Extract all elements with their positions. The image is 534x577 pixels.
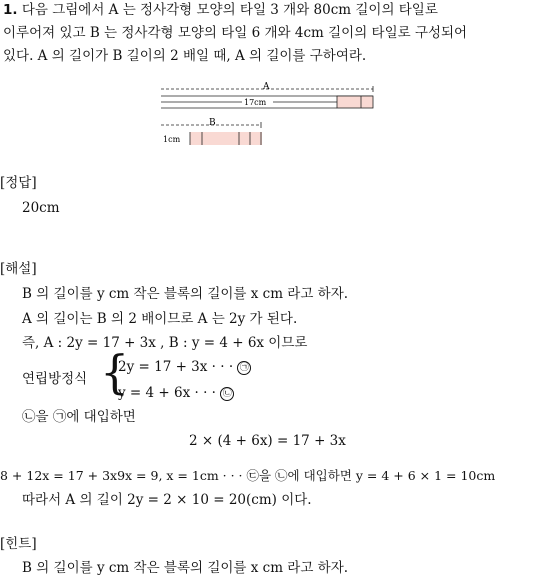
hint-text: B 의 길이를 y cm 작은 블록의 길이를 x cm 라고 하자. bbox=[22, 560, 349, 576]
problem-number: 1. bbox=[3, 2, 18, 18]
problem-line-2: 이루어져 있고 B 는 정사각형 모양의 타일 6 개와 4cm 길이의 타일로 구성되어 bbox=[3, 25, 468, 41]
explanation-line-8: 따라서 A 의 길이 2y = 2 × 10 = 20(cm) 이다. bbox=[22, 492, 312, 508]
system-eq-2-text: y = 4 + 6x · · · bbox=[118, 385, 216, 401]
system-label: 연립방정식 bbox=[22, 371, 88, 387]
explanation-line-1: B 의 길이를 y cm 작은 블록의 길이를 x cm 라고 하자. bbox=[22, 286, 349, 302]
system-brace: { bbox=[100, 345, 130, 399]
explanation-line-6: 2 × (4 + 6x) = 17 + 3x bbox=[189, 433, 346, 449]
mark-nieun: ㉡ bbox=[220, 387, 234, 401]
explanation-line-5 bbox=[22, 408, 136, 426]
system-eq-1 bbox=[118, 358, 251, 376]
explanation-line-7: 8 + 12x = 17 + 3x9x = 9, x = 1cm · · · ㉢을 ㉡에 대입하면 y = 4 + 6 × 1 = 10cm bbox=[0, 468, 496, 483]
a-tiles bbox=[337, 96, 373, 108]
mark-giyeok: ㉠ bbox=[237, 361, 251, 375]
tile-diagram bbox=[155, 82, 380, 148]
answer-heading: [정답] bbox=[0, 175, 37, 191]
problem-text-1: 다음 그림에서 A 는 정사각형 모양의 타일 3 개와 80cm 길이의 타일로 bbox=[21, 2, 438, 18]
explanation-line-2: A 의 길이는 B 의 2 배이므로 A 는 2y 가 된다. bbox=[22, 311, 298, 327]
system-eq-1-text: 2y = 17 + 3x · · · bbox=[118, 359, 234, 375]
hint-heading: [힌트] bbox=[0, 536, 37, 552]
b-tiles bbox=[190, 132, 262, 145]
system-eq-2 bbox=[118, 384, 234, 402]
tile-figure bbox=[155, 82, 380, 152]
problem-line-3: 있다. A 의 길이가 B 길이의 2 배일 때, A 의 길이를 구하여라. bbox=[3, 48, 367, 64]
answer-value: 20cm bbox=[22, 200, 60, 216]
problem-line-1 bbox=[3, 1, 438, 19]
explanation-line-5b: ㉠에 대입하면 bbox=[52, 409, 136, 425]
explanation-heading: [해설] bbox=[0, 261, 37, 277]
label-a: A bbox=[263, 82, 270, 92]
explanation-line-3: 즉, A : 2y = 17 + 3x , B : y = 4 + 6x 이므로 bbox=[22, 335, 308, 351]
label-17cm: 17cm bbox=[244, 98, 267, 107]
label-b: B bbox=[209, 118, 216, 128]
explanation-line-5a: ㉡을 bbox=[22, 409, 49, 425]
label-1cm: 1cm bbox=[163, 135, 181, 144]
